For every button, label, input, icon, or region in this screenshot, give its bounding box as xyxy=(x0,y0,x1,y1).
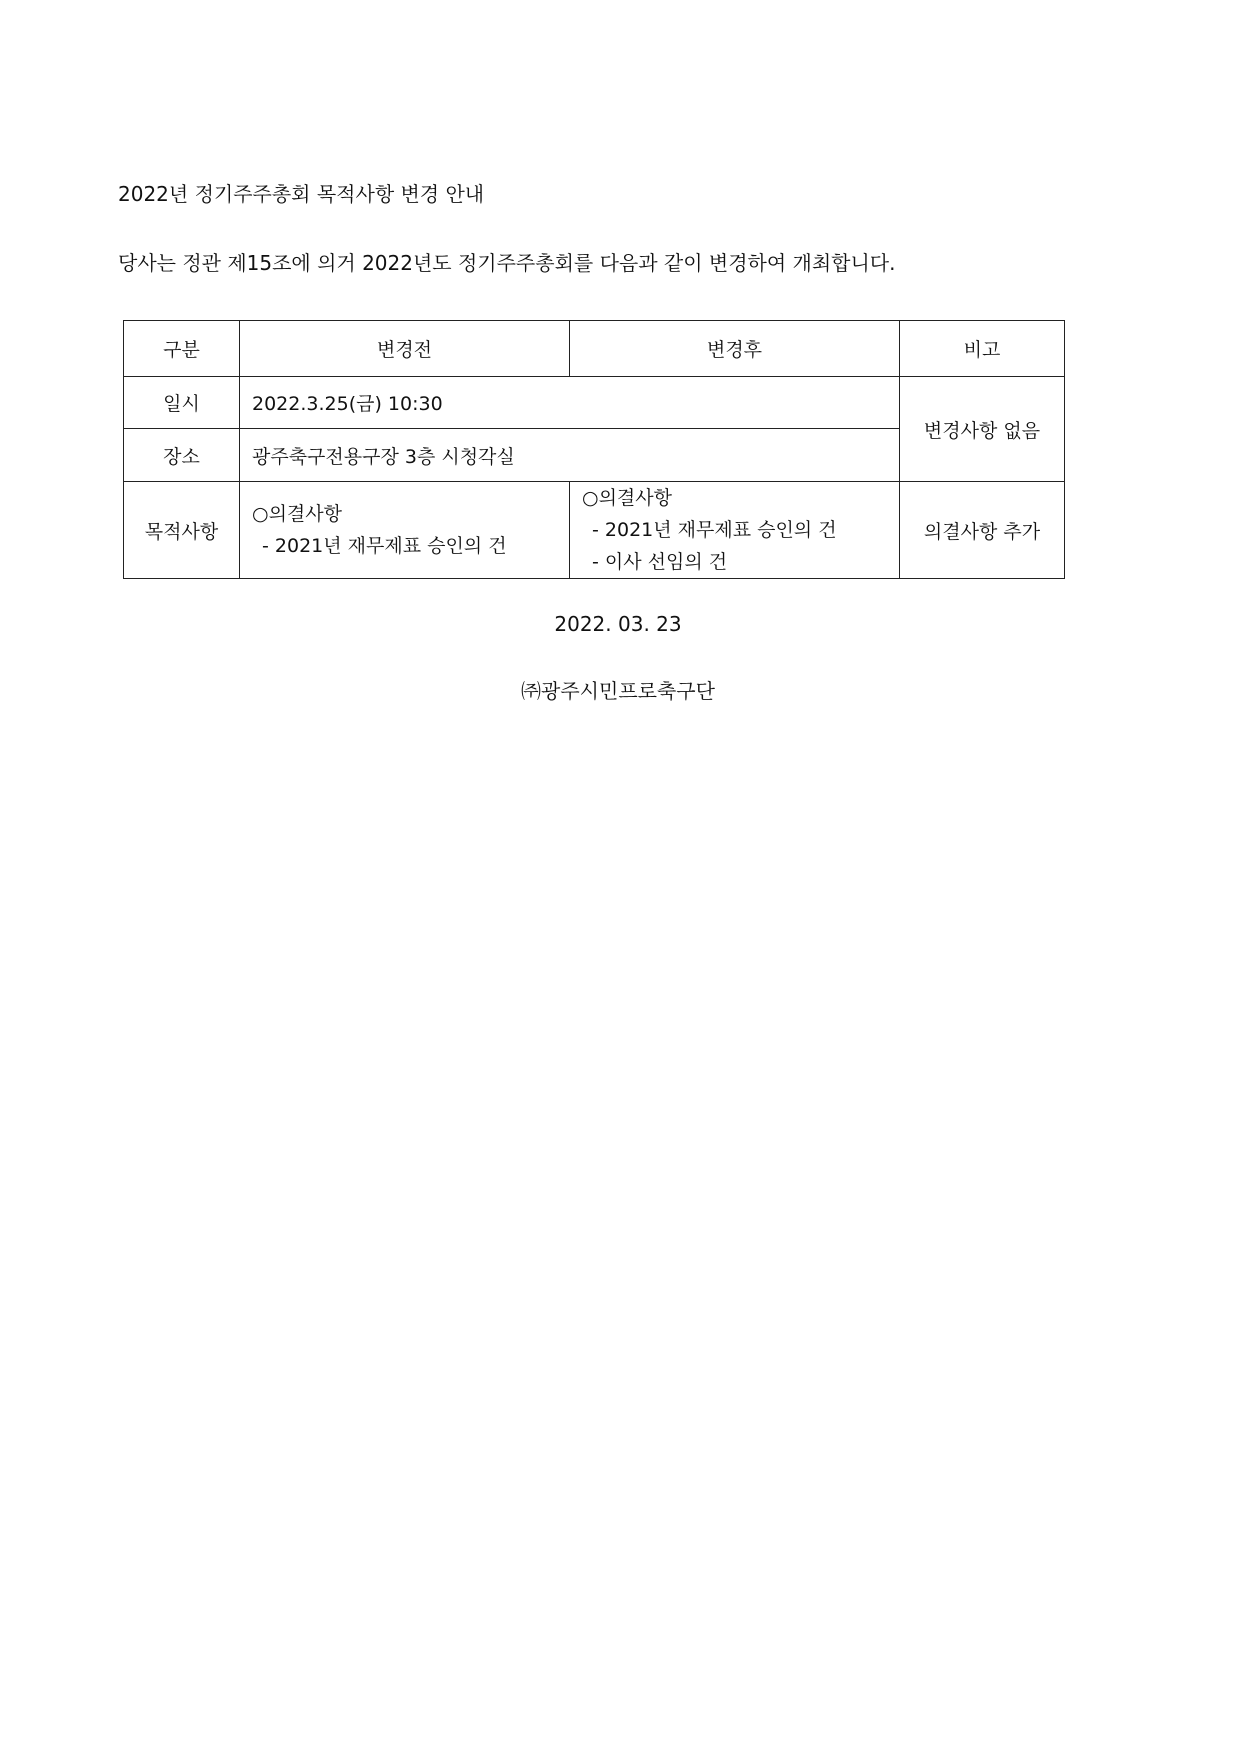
table-header-row xyxy=(124,321,1065,377)
document-title: 2022년 정기주주총회 목적사항 변경 안내 xyxy=(118,182,485,206)
purpose-after-line: ○의결사항 xyxy=(582,487,672,509)
date-label: 일시 xyxy=(124,377,240,429)
document-date: 2022. 03. 23 xyxy=(554,612,682,636)
purpose-label: 목적사항 xyxy=(124,482,240,579)
header-after: 변경후 xyxy=(570,321,900,377)
purpose-note: 의결사항 추가 xyxy=(900,482,1065,579)
purpose-after-line: - 2021년 재무제표 승인의 건 xyxy=(592,519,837,541)
purpose-after xyxy=(570,482,900,579)
table-row-date xyxy=(124,377,1065,429)
purpose-after-line: - 이사 선임의 건 xyxy=(592,551,728,573)
header-note: 비고 xyxy=(900,321,1065,377)
date-value: 2022.3.25(금) 10:30 xyxy=(240,377,900,429)
header-before: 변경전 xyxy=(240,321,570,377)
purpose-before-line: ○의결사항 xyxy=(252,503,342,525)
table-row-purpose xyxy=(124,482,1065,579)
place-value: 광주축구전용구장 3층 시청각실 xyxy=(240,429,900,482)
purpose-before xyxy=(240,482,570,579)
intro-paragraph: 당사는 정관 제15조에 의거 2022년도 정기주주총회를 다음과 같이 변경하여 개최합니다. xyxy=(118,251,896,275)
change-table xyxy=(123,320,1065,579)
purpose-before-line: - 2021년 재무제표 승인의 건 xyxy=(262,535,507,557)
place-label: 장소 xyxy=(124,429,240,482)
no-change-note: 변경사항 없음 xyxy=(900,377,1065,482)
header-category: 구분 xyxy=(124,321,240,377)
company-name: ㈜광주시민프로축구단 xyxy=(521,679,715,703)
